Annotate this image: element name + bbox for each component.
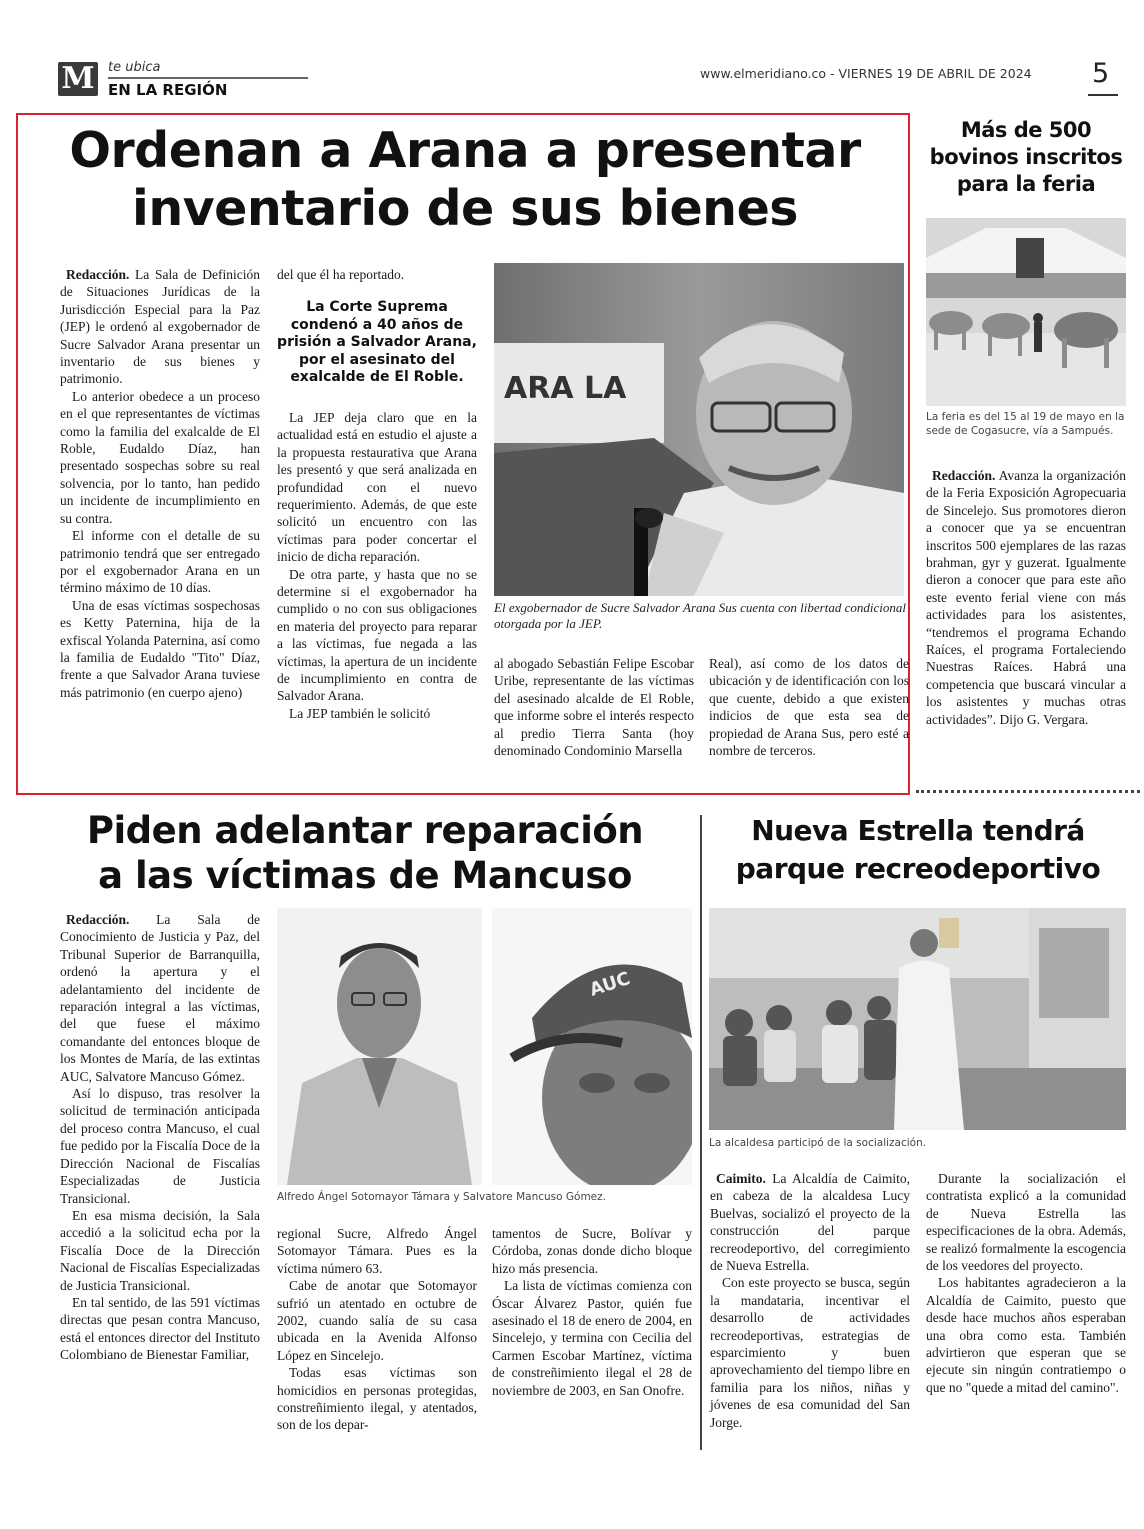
article3-col2 — [926, 1170, 1126, 1396]
sidebar-body-text: Avanza la organización de la Feria Exposición Agropecuaria de Sincelejo. Sus promotores dieron a conocer que ya se encuentran inscritos 500 ejemplares de las razas brahman, gyr y guzerat. Igualmente dieron a conocer que para este año este evento ferial viene con más actividades para los asistentes, “tendremos el programa Echando Raíces, el programa Fortaleciendo Nuestras Raíces. Habrá una competencia que buscará vincular a los asistentes y muchas otras actividades”. Dijo G. Vergara. — [926, 468, 1126, 727]
article1-pullquote: La Corte Suprema condenó a 40 años de prisión a Salvador Arana, por el asesinato del exalcalde de El Roble. — [277, 299, 477, 386]
article1-col2-p2: De otra parte, y hasta que no se determine si el exgobernador ha cumplido o no con sus obligaciones en materia del proyecto para reparar a las víctimas, fue negada a las víctimas, la apertura de un incidente de incumplimiento en contra de Salvador Arana. — [277, 566, 477, 704]
article2-col2-p2: Cabe de anotar que Sotomayor sufrió un atentado en octubre de 2002, cuando salía de su casa ubicada en la Avenida Alfonso López en Sincelejo. — [277, 1278, 477, 1363]
article3-byline: Caimito. — [716, 1171, 766, 1186]
sidebar-body — [926, 467, 1126, 728]
article1-headline-line1: Ordenan a Arana a presentar — [69, 122, 861, 179]
article2-col1-p1: La Sala de Conocimiento de Justicia y Paz, del Tribunal Superior de Barranquilla, ordenó la apertura y el adelantamiento del incidente de reparación integral a las víctimas, del que fuese el máximo comandante del entonces bloque de los Montes de María, de las extintas AUC, Salvatore Mancuso Gómez. — [60, 912, 260, 1084]
page-number-underline — [1088, 94, 1118, 96]
article3-headline-line2: parque recreodeportivo — [735, 852, 1101, 885]
article3-col1 — [710, 1170, 910, 1431]
article3-headline — [708, 812, 1128, 888]
logo-letter: M — [61, 61, 95, 96]
cap-logo-text: AUC — [587, 968, 633, 1001]
article2-photo-caption: Alfredo Ángel Sotomayor Támara y Salvatore Mancuso Gómez. — [277, 1191, 606, 1203]
section-kicker: te ubica — [108, 60, 161, 75]
photo-backdrop-text: ARA LA — [504, 371, 627, 406]
article1-col2-p3: La JEP también le solicitó — [289, 705, 431, 721]
article3-col1-p2: Con este proyecto se busca, según la mandataria, incentivar el desarrollo de actividades recreodeportivas, estrategias de esparcimiento y buen aprovechamiento del tiempo libre en familia para los niños, niñas y jóvenes de esa comunidad del San Jorge. — [710, 1275, 910, 1430]
article2-col3 — [492, 1225, 692, 1399]
article2-col1-p2: Así lo dispuso, tras resolver la solicitud de terminación anticipada del proceso contra Mancuso, el cual fue pedido por la Fiscalía Doce de la Dirección Nacional de Fiscalías Especializadas de Justicia Transicional. — [60, 1086, 260, 1206]
article1-col2 — [277, 266, 477, 722]
article1-col4-text: Real), así como de los datos de ubicación y de identificación con los que cuente, debido a que existen indicios de que esta sea de propiedad de Arana Sus, pero esté a nombre de terceros. — [709, 656, 909, 759]
section-title: EN LA REGIÓN — [108, 81, 228, 99]
article2-col1 — [60, 911, 260, 1364]
article3-photo — [709, 908, 1126, 1130]
article1-col2-start: del que él ha reportado. — [277, 267, 405, 282]
article2-photo-mancuso — [492, 908, 692, 1185]
article2-byline: Redacción. — [66, 912, 130, 927]
article3-headline-line1: Nueva Estrella tendrá — [751, 814, 1085, 847]
article1-photo — [494, 263, 904, 596]
article1-col3 — [494, 655, 694, 759]
article2-col2-p3: Todas esas víctimas son homicidios en personas protegidas, constreñimiento ilegal, y atentados, son de los depar- — [277, 1365, 477, 1433]
sidebar-headline: Más de 500 bovinos inscritos para la feria — [929, 118, 1123, 196]
sidebar-photo-caption: La feria es del 15 al 19 de mayo en la sede de Cogasucre, vía a Sampués. — [926, 411, 1125, 437]
article1-headline-line2: inventario de sus bienes — [132, 180, 798, 237]
section-rule — [108, 77, 308, 79]
article1-col1 — [60, 266, 260, 701]
article2-col2-p1: regional Sucre, Alfredo Ángel Sotomayor Támara. Pues es la víctima número 63. — [277, 1226, 477, 1276]
article2-photo-sotomayor — [277, 908, 482, 1185]
article1-headline — [30, 122, 900, 238]
article1-col1-p4: Una de esas víctimas sospechosas es Ketty Paternina, hija de la exfiscal Yolanda Paternina, así como la familia de Eudaldo "Tito" Díaz, frente a que Salvador Arana tuviese más patrimonio (en cuerpo ajeno) — [60, 597, 260, 700]
sidebar-photo — [926, 218, 1126, 406]
article2-headline — [40, 808, 690, 898]
sidebar-byline: Redacción. — [932, 468, 996, 483]
article2-headline-line1: Piden adelantar reparación — [86, 809, 644, 852]
article2-col3-p1: tamentos de Sucre, Bolívar y Córdoba, zonas donde dicho bloque hizo más presencia. — [492, 1226, 692, 1276]
article2-col3-p2: La lista de víctimas comienza con Óscar Álvarez Pastor, quién fue asesinado el 18 de enero de 2004, en Sincelejo, y termina con Cecilia del Carmen Escobar Martínez, víctima de constreñimiento ilegal el 28 de noviembre de 2003, en San Onofre. — [492, 1278, 692, 1398]
sidebar-bottom-rule — [916, 790, 1140, 796]
column-divider — [700, 815, 702, 1450]
article2-col2 — [277, 1225, 477, 1434]
article1-col2-p1: La JEP deja claro que en la actualidad está en estudio el ajuste a la propuesta restaurativa que Arana les presentó y que será analizada en profundidad con el nuevo requerimiento. Además, de que este solicitó un encuentro con las víctimas para poder concertar el inicio de dicha reparación. — [277, 409, 477, 565]
page-number: 5 — [1092, 58, 1110, 89]
article2-col1-p3: En esa misma decisión, la Sala accedió a la solicitud echa por la Fiscalía Doce de la Dirección Nacional de Fiscalías Especializadas de Justicia Transicional. — [60, 1207, 260, 1293]
article3-col1-p1: La Alcaldía de Caimito, en cabeza de la alcaldesa Lucy Buelvas, socializó el proyecto de la construcción del parque recreodeportivo, del corregimiento de Nueva Estrella. — [710, 1171, 911, 1274]
site-date: www.elmeridiano.co - VIERNES 19 DE ABRIL DE 2024 — [700, 66, 1032, 81]
masthead-logo — [58, 62, 98, 96]
article3-photo-caption: La alcaldesa participó de la socialización. — [709, 1137, 927, 1149]
article3-col2-p1: Durante la socialización el contratista explicó a la comunidad de Nueva Estrella las especificaciones de la obra. Además, se realizó formalmente la escogencia de los veedores del proyecto. — [926, 1171, 1126, 1274]
article3-col2-p2: Los habitantes agradecieron a la Alcaldía de Caimito, puesto que desde hace muchos años esperaban una obra como esta. También advirtieron que esperan que se ejecute sin ningún contratiempo o que no "quede a mitad del camino". — [926, 1275, 1126, 1395]
article2-headline-line2: a las víctimas de Mancuso — [98, 854, 632, 897]
article1-byline: Redacción. — [66, 267, 130, 282]
article1-col1-p3: El informe con el detalle de su patrimonio tendrá que ser entregado por el exgobernador Arana en un término máximo de 10 días. — [60, 528, 260, 596]
article1-col3-text: al abogado Sebastián Felipe Escobar Uribe, representante de las víctimas del asesinado alcalde de El Roble, que informe sobre el interés respecto al predio Tierra Santa (hoy denominado Condominio Marsella — [494, 656, 694, 759]
article2-col1-p4: En tal sentido, de las 591 víctimas directas que pesan contra Mancuso, está el entonces director del Instituto Colombiano de Bienestar Familiar, — [60, 1294, 260, 1363]
article1-col1-p2: Lo anterior obedece a un proceso en el que representantes de víctimas como la familia del exalcalde de El Roble, Eudaldo Díaz, han presentado sospechas sobre su real solvencia, por lo tanto, han pedido un incidente de incumplimiento en su contra. — [60, 388, 260, 526]
article1-photo-caption: El exgobernador de Sucre Salvador Arana Sus cuenta con libertad condicional otorgada por la JEP. — [494, 600, 906, 631]
article1-col1-p1: La Sala de Definición de Situaciones Jurídicas de la Jurisdicción Especial para la Paz (JEP) le ordenó al exgobernador de Sucre Salvador Arana presentar un inventario de sus bienes y patrimonio. — [60, 267, 260, 387]
article1-col4 — [709, 655, 909, 759]
